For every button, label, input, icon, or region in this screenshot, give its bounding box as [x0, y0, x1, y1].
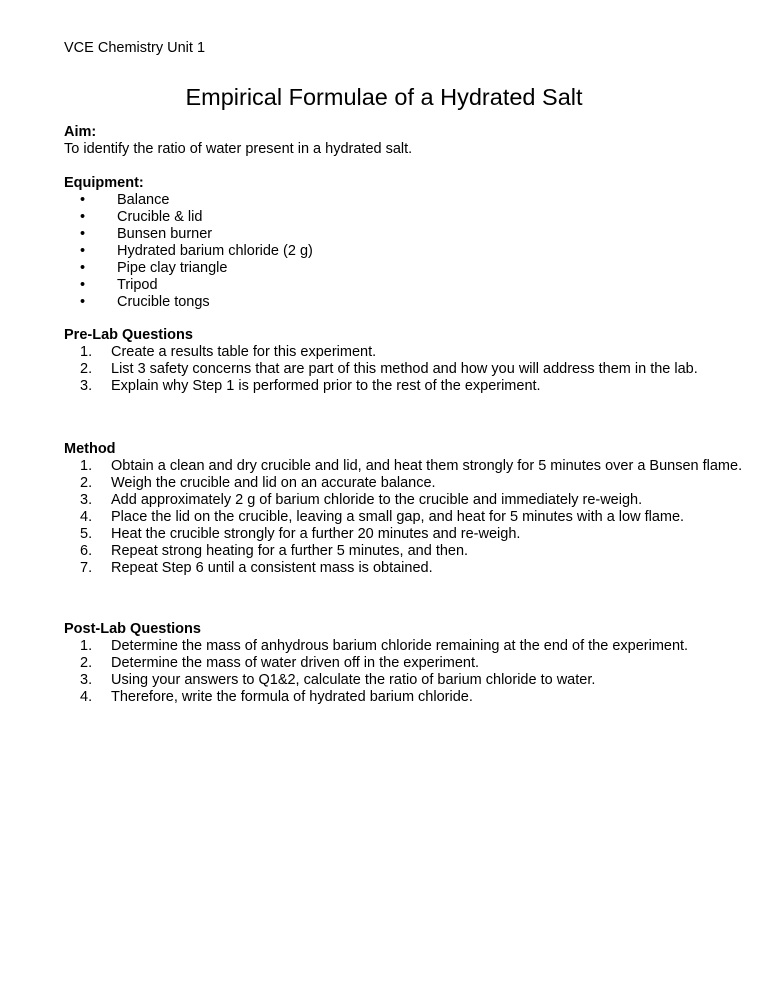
- postlab-section: [64, 621, 744, 706]
- bullet-icon: •: [80, 209, 86, 225]
- postlab-item: 4. Therefore, write the formula of hydrated barium chloride.: [80, 689, 473, 705]
- bullet-icon: •: [80, 294, 86, 310]
- method-step: 3. Add approximately 2 g of barium chloride to the crucible and immediately re-weigh.: [80, 492, 643, 508]
- prelab-label: Pre-Lab Questions: [64, 327, 193, 343]
- equipment-item: • Crucible tongs: [80, 294, 210, 310]
- prelab-list: [64, 344, 744, 395]
- equipment-item: • Bunsen burner: [80, 226, 213, 242]
- postlab-item: 2. Determine the mass of water driven off in the experiment.: [80, 655, 480, 671]
- aim-label: Aim:: [64, 124, 97, 140]
- prelab-section: [64, 327, 744, 395]
- equipment-item: • Balance: [80, 192, 170, 208]
- method-step: 1. Obtain a clean and dry crucible and lid, and heat them strongly for 5 minutes over a Bunsen flame.: [80, 458, 743, 474]
- bullet-icon: •: [80, 277, 86, 293]
- bullet-icon: •: [80, 260, 86, 276]
- equipment-item: • Tripod: [80, 277, 158, 293]
- method-label: Method: [64, 441, 116, 457]
- method-step: 7. Repeat Step 6 until a consistent mass is obtained.: [80, 560, 433, 576]
- prelab-item: 2. List 3 safety concerns that are part of this method and how you will address them in the lab.: [80, 361, 698, 377]
- bullet-icon: •: [80, 192, 86, 208]
- bullet-icon: •: [80, 243, 86, 259]
- method-step: 6. Repeat strong heating for a further 5 minutes, and then.: [80, 543, 469, 559]
- equipment-section: [64, 175, 744, 311]
- postlab-item: 1. Determine the mass of anhydrous barium chloride remaining at the end of the experiment.: [80, 638, 689, 654]
- prelab-item: 3. Explain why Step 1 is performed prior to the rest of the experiment.: [80, 378, 541, 394]
- page-title: Empirical Formulae of a Hydrated Salt: [185, 84, 583, 110]
- method-section: [64, 441, 744, 577]
- method-step: 5. Heat the crucible strongly for a further 20 minutes and re-weigh.: [80, 526, 521, 542]
- bullet-icon: •: [80, 226, 86, 242]
- postlab-label: Post-Lab Questions: [64, 621, 201, 637]
- page-header: VCE Chemistry Unit 1: [64, 40, 206, 56]
- method-step: 2. Weigh the crucible and lid on an accurate balance.: [80, 475, 436, 491]
- postlab-item: 3. Using your answers to Q1&2, calculate the ratio of barium chloride to water.: [80, 672, 596, 688]
- aim-section: [64, 124, 744, 158]
- equipment-item: • Hydrated barium chloride (2 g): [80, 243, 313, 259]
- prelab-item: 1. Create a results table for this experiment.: [80, 344, 377, 360]
- method-step: 4. Place the lid on the crucible, leaving a small gap, and heat for 5 minutes with a low flame.: [80, 509, 685, 525]
- postlab-list: [64, 638, 744, 706]
- equipment-label: Equipment:: [64, 175, 144, 191]
- equipment-item: • Crucible & lid: [80, 209, 203, 225]
- method-list: [64, 458, 744, 577]
- equipment-item: • Pipe clay triangle: [80, 260, 228, 276]
- equipment-list: [64, 192, 744, 311]
- aim-text: To identify the ratio of water present in a hydrated salt.: [64, 141, 413, 157]
